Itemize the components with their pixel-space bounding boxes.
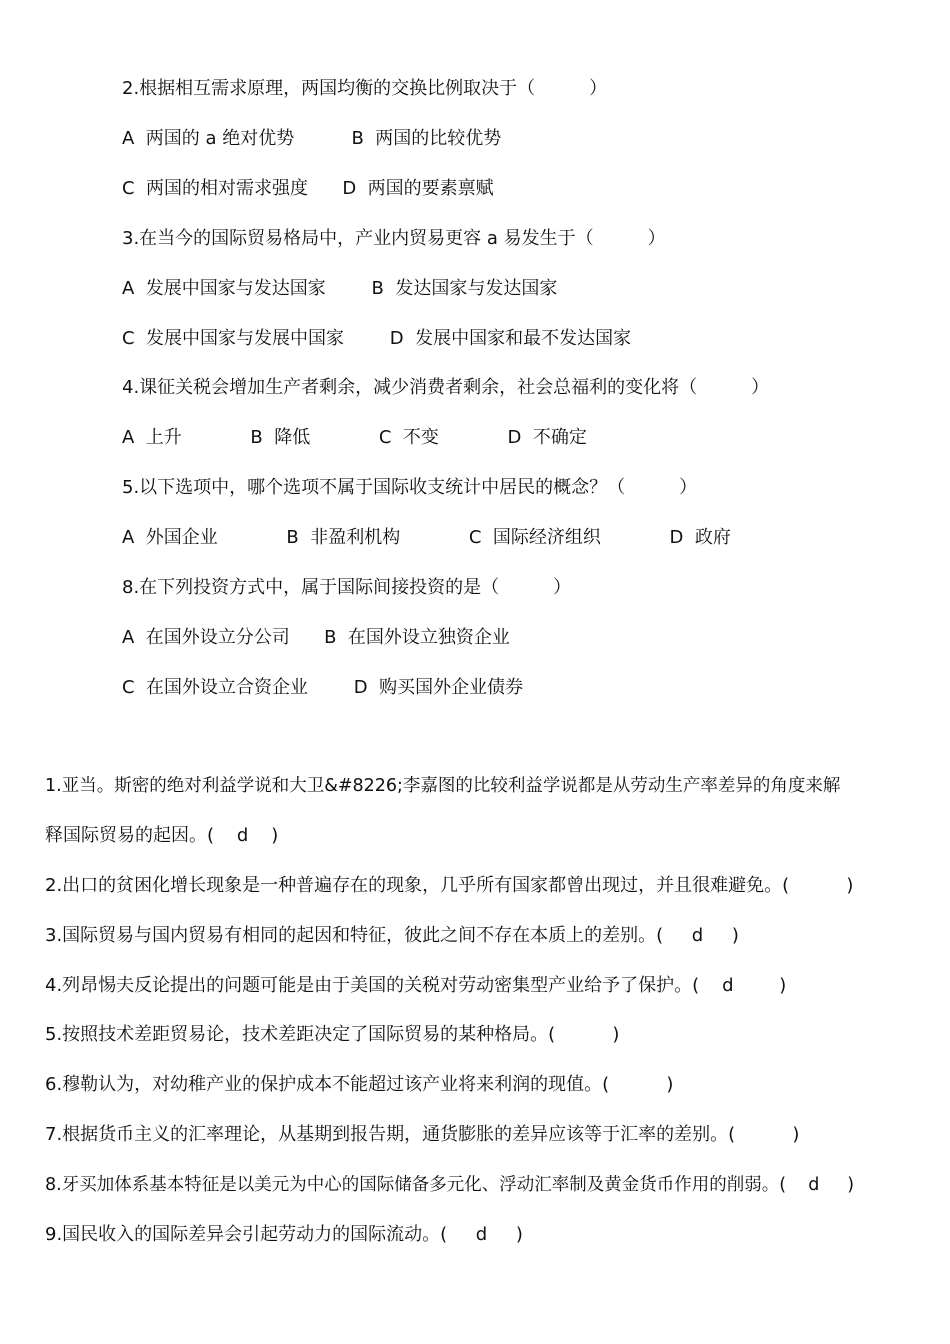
tf-question-2: 2.出口的贫困化增长现象是一种普遍存在的现象，几乎所有国家都曾出现过，并且很难避免。( ) (45, 875, 854, 896)
tf-question-8: 8.牙买加体系基本特征是以美元为中心的国际储备多元化、浮动汇率制及黄金货币作用的削弱。( d ) (45, 1175, 855, 1195)
question-5: 5.以下选项中，哪个选项不属于国际收支统计中居民的概念？（ ） (122, 477, 698, 498)
tf-question-6: 6.穆勒认为，对幼稚产业的保护成本不能超过该产业将来利润的现值。( ) (45, 1074, 674, 1095)
tf-question-1-continued: 释国际贸易的起因。( d ) (45, 825, 279, 846)
tf-question-9: 9.国民收入的国际差异会引起劳动力的国际流动。( d ) (45, 1224, 523, 1245)
question-3: 3.在当今的国际贸易格局中，产业内贸易更容 a 易发生于（ ） (122, 228, 666, 249)
question-5-options: A 外国企业 B 非盈利机构 C 国际经济组织 D 政府 (122, 527, 731, 548)
question-4-options: A 上升 B 降低 C 不变 D 不确定 (122, 427, 587, 448)
tf-question-3: 3.国际贸易与国内贸易有相同的起因和特征，彼此之间不存在本质上的差别。( d ) (45, 925, 739, 946)
question-8-options-cd: C 在国外设立合资企业 D 购买国外企业债券 (122, 677, 524, 698)
question-8-options-ab: A 在国外设立分公司 B 在国外设立独资企业 (122, 627, 510, 648)
tf-question-7: 7.根据货币主义的汇率理论，从基期到报告期，通货膨胀的差异应该等于汇率的差别。( ) (45, 1124, 800, 1145)
question-4: 4.课征关税会增加生产者剩余，减少消费者剩余，社会总福利的变化将（ ） (122, 377, 770, 398)
tf-question-4: 4.列昂惕夫反论提出的问题可能是由于美国的关税对劳动密集型产业给予了保护。( d ) (45, 975, 787, 996)
tf-question-1: 1.亚当。斯密的绝对利益学说和大卫&#8226;李嘉图的比较利益学说都是从劳动生产率差异的角度来解 (45, 776, 841, 796)
question-8: 8.在下列投资方式中，属于国际间接投资的是（ ） (122, 577, 572, 598)
question-3-options-ab: A 发展中国家与发达国家 B 发达国家与发达国家 (122, 278, 558, 299)
question-2-options-ab: A 两国的 a 绝对优势 B 两国的比较优势 (122, 128, 502, 149)
question-2: 2.根据相互需求原理，两国均衡的交换比例取决于（ ） (122, 78, 608, 99)
question-2-options-cd: C 两国的相对需求强度 D 两国的要素禀赋 (122, 178, 494, 199)
tf-question-5: 5.按照技术差距贸易论，技术差距决定了国际贸易的某种格局。( ) (45, 1024, 620, 1045)
question-3-options-cd: C 发展中国家与发展中国家 D 发展中国家和最不发达国家 (122, 328, 632, 349)
